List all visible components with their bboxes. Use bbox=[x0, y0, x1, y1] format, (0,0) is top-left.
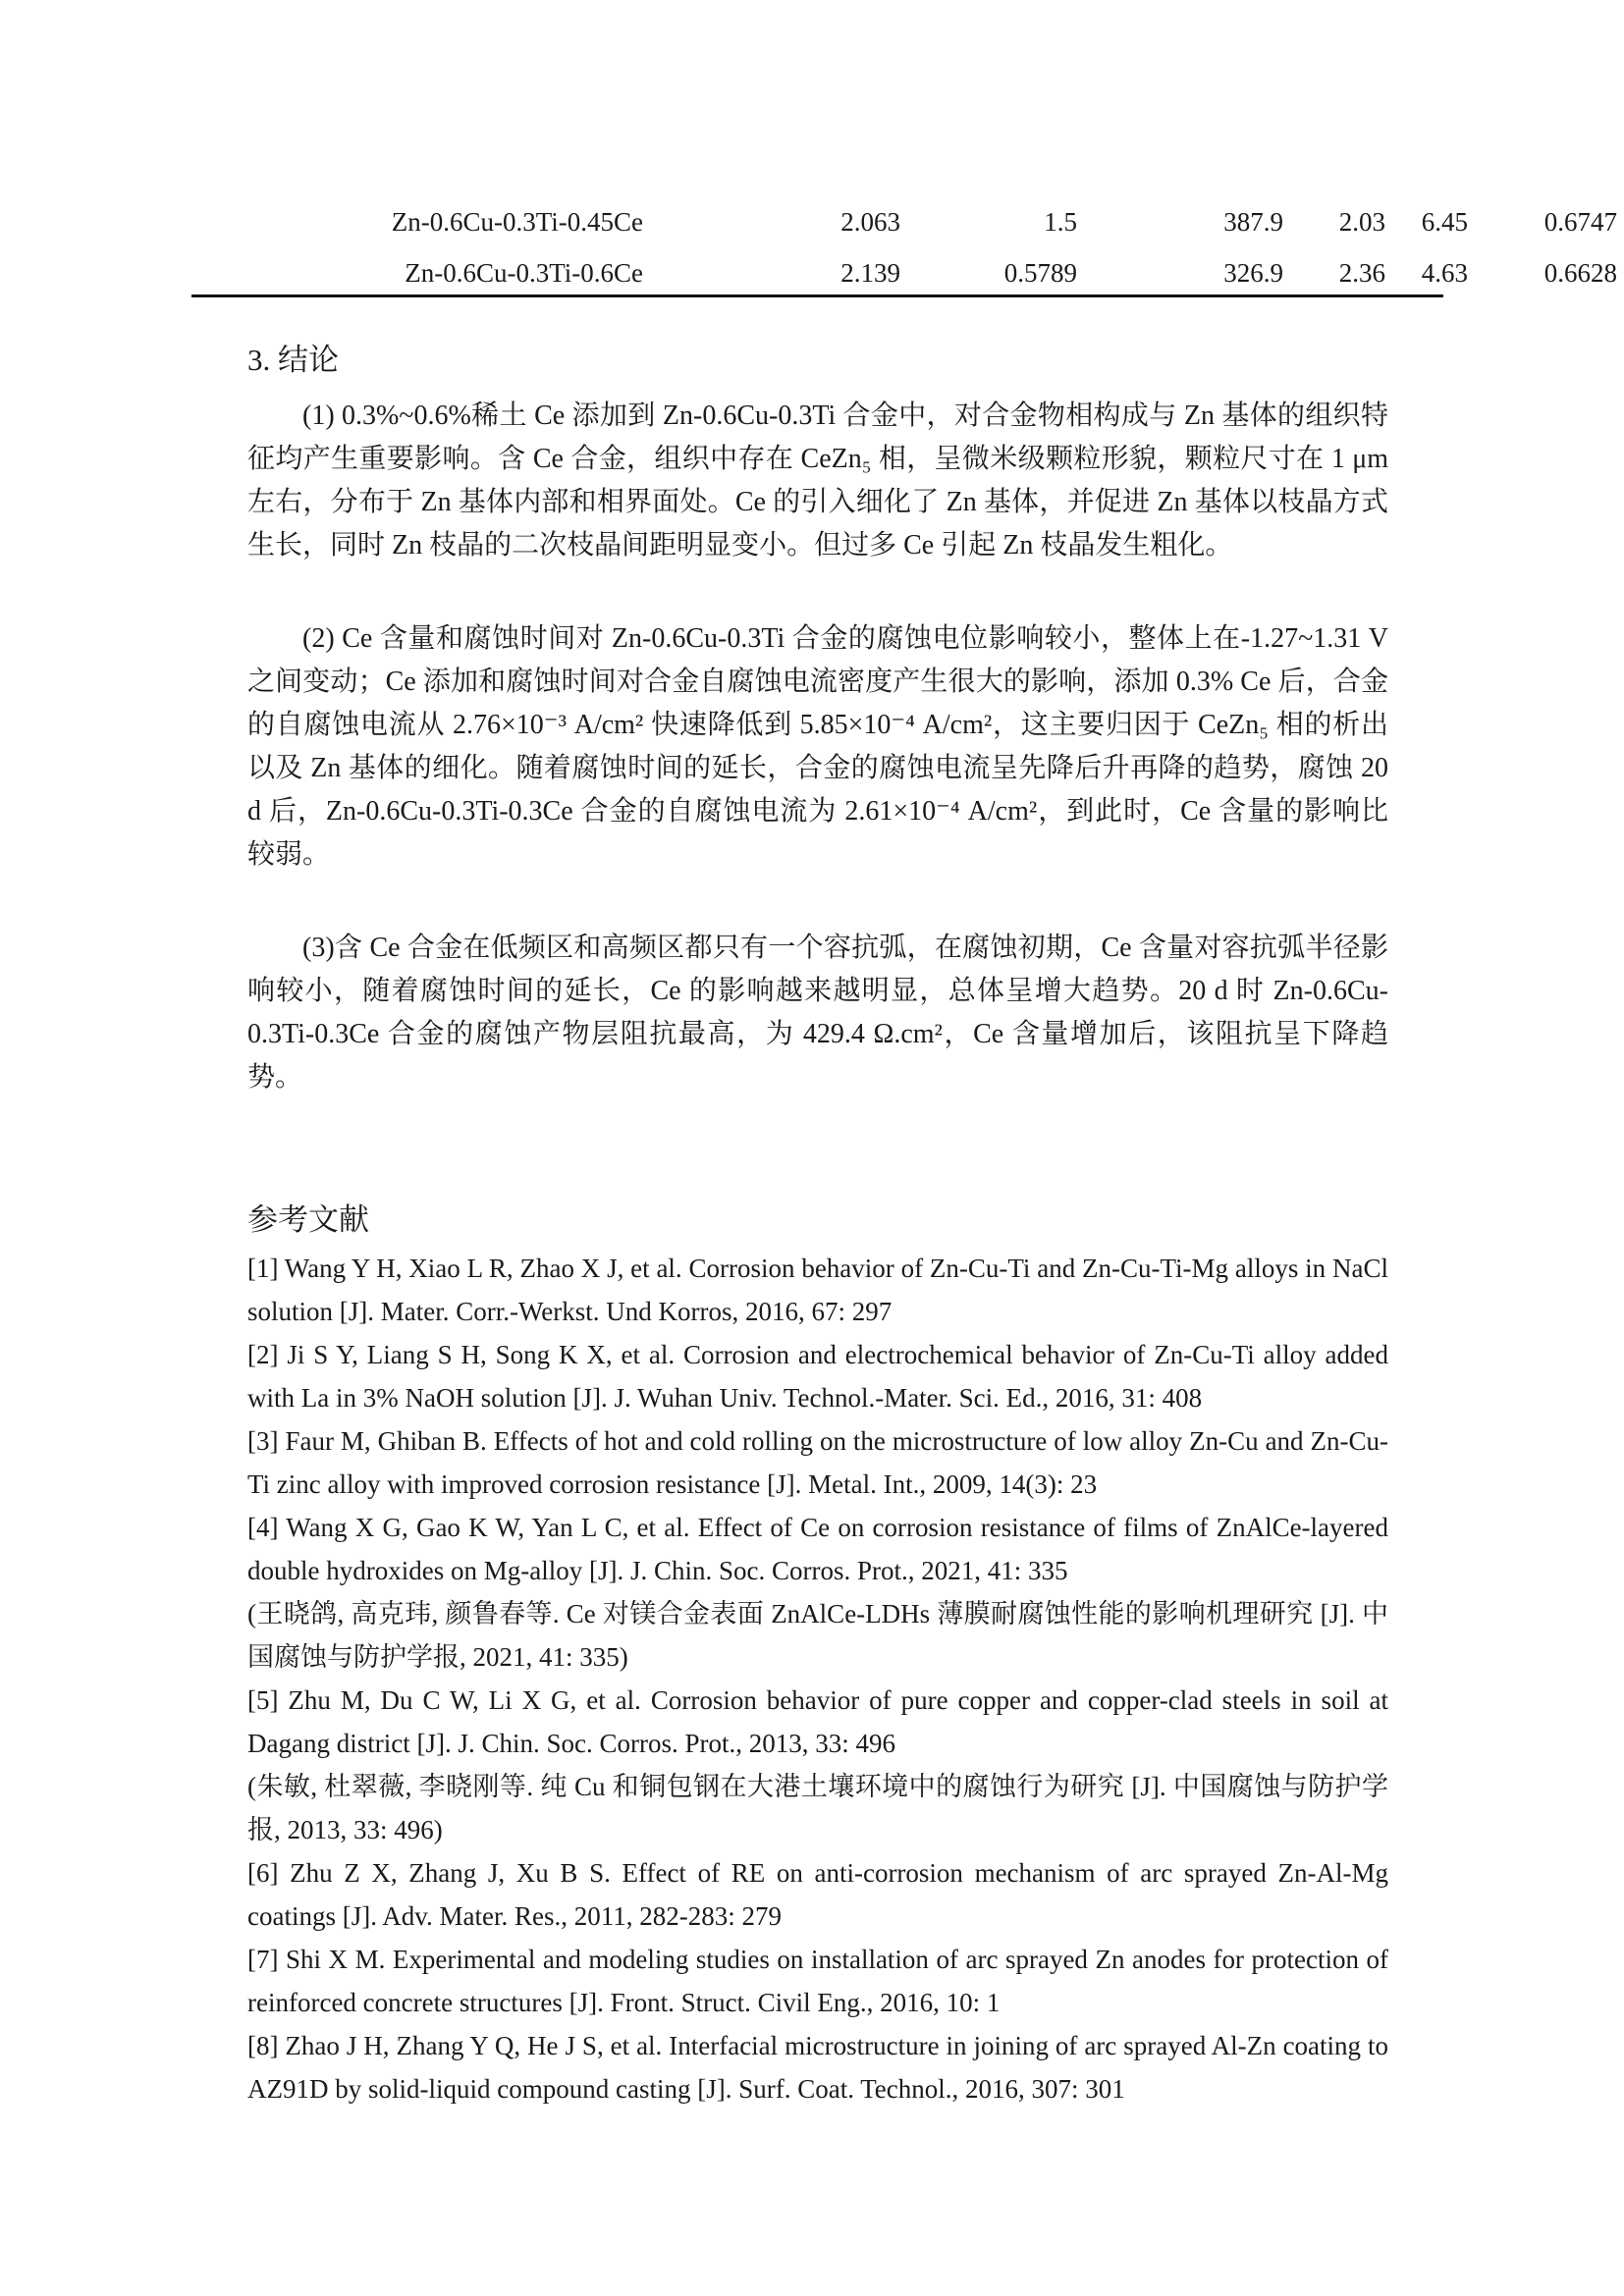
reference-item: [7] Shi X M. Experimental and modeling studies on installation of arc sprayed Zn anodes for protection of reinforced concrete structures [J]. Front. Struct. Civil Eng., 2016, 10: 1 bbox=[247, 1945, 1388, 2017]
references-title: 参考文献 bbox=[247, 1202, 369, 1237]
conclusion-paragraph-2: (2) Ce 含量和腐蚀时间对 Zn-0.6Cu-0.3Ti 合金的腐蚀电位影响较小，整体上在-1.27~1.31 V 之间变动；Ce 添加和腐蚀时间对合金自腐蚀电流密度产生很大的影响，添加 0.3% Ce 后，合金的自腐蚀电流从 2.76×10⁻³ A/cm² 快速降低到 5.85×10⁻⁴ A/cm²，这主要归因于 CeZn₅ 相的析出以及 Zn 基体的细化。随着腐蚀时间的延长，合金的腐蚀电流呈先降后升再降的趋势，腐蚀 20 d 后，Zn-0.6Cu-0.3Ti-0.3Ce 合金的自腐蚀电流为 2.61×10⁻⁴ A/cm²，到此时，Ce 含量的影响比较弱。 bbox=[247, 623, 1388, 870]
table-row bbox=[191, 247, 1617, 298]
table-cell: 2.139 bbox=[840, 258, 900, 288]
reference-item: [5] Zhu M, Du C W, Li X G, et al. Corrosion behavior of pure copper and copper-clad steels in soil at Dagang district [J]. J. Chin. Soc. Corros. Prot., 2013, 33: 496 bbox=[247, 1685, 1388, 1758]
table-cell: 0.6747 bbox=[1543, 207, 1617, 237]
table-cell: Zn-0.6Cu-0.3Ti-0.6Ce bbox=[405, 258, 643, 288]
table-cell: 0.6628 bbox=[1543, 258, 1617, 288]
table-cell: 4.63 bbox=[1421, 258, 1468, 288]
table-cell: 387.9 bbox=[1223, 207, 1283, 237]
reference-item: [3] Faur M, Ghiban B. Effects of hot and cold rolling on the microstructure of low alloy Zn-Cu and Zn-Cu-Ti zinc alloy with improved corrosion resistance [J]. Metal. Int., 2009, 14(3): 23 bbox=[247, 1426, 1388, 1499]
reference-item: [6] Zhu Z X, Zhang J, Xu B S. Effect of RE on anti-corrosion mechanism of arc sprayed Zn-Al-Mg coatings [J]. Adv. Mater. Res., 2011, 282-283: 279 bbox=[247, 1858, 1388, 1931]
table-cell: 326.9 bbox=[1223, 258, 1283, 288]
table-cell: Zn-0.6Cu-0.3Ti-0.45Ce bbox=[391, 207, 643, 237]
table-cell: 2.03 bbox=[1338, 207, 1385, 237]
conclusion-paragraph-1: (1) 0.3%~0.6%稀土 Ce 添加到 Zn-0.6Cu-0.3Ti 合金中，对合金物相构成与 Zn 基体的组织特征均产生重要影响。含 Ce 合金，组织中存在 CeZn₅ 相，呈微米级颗粒形貌，颗粒尺寸在 1 μm 左右，分布于 Zn 基体内部和相界面处。Ce 的引入细化了 Zn 基体，并促进 Zn 基体以枝晶方式生长，同时 Zn 枝晶的二次枝晶间距明显变小。但过多 Ce 引起 Zn 枝晶发生粗化。 bbox=[247, 400, 1388, 561]
table-cell: 6.45 bbox=[1421, 207, 1468, 237]
table-cell: 2.063 bbox=[840, 207, 900, 237]
table-bottom-rule bbox=[191, 294, 1443, 297]
reference-list bbox=[247, 1247, 1388, 2110]
reference-item: [2] Ji S Y, Liang S H, Song K X, et al. Corrosion and electrochemical behavior of Zn-Cu-Ti alloy added with La in 3% NaOH solution [J]. J. Wuhan Univ. Technol.-Mater. Sci. Ed., 2016, 31: 408 bbox=[247, 1340, 1388, 1413]
reference-item: [8] Zhao J H, Zhang Y Q, He J S, et al. Interfacial microstructure in joining of arc sprayed Al-Zn coating to AZ91D by solid-liquid compound casting [J]. Surf. Coat. Technol., 2016, 307: 301 bbox=[247, 2031, 1388, 2104]
table-cell: 0.5789 bbox=[1003, 258, 1077, 288]
table-cell: 1.5 bbox=[1044, 207, 1077, 237]
reference-item: [4] Wang X G, Gao K W, Yan L C, et al. Effect of Ce on corrosion resistance of films of ZnAlCe-layered double hydroxides on Mg-alloy [J]. J. Chin. Soc. Corros. Prot., 2021, 41: 335 bbox=[247, 1513, 1388, 1585]
reference-item: (朱敏, 杜翠薇, 李晓刚等. 纯 Cu 和铜包钢在大港土壤环境中的腐蚀行为研究 [J]. 中国腐蚀与防护学报, 2013, 33: 496) bbox=[247, 1772, 1388, 1844]
table-cell: 2.36 bbox=[1338, 258, 1385, 288]
table-row bbox=[191, 196, 1617, 247]
results-table bbox=[191, 196, 1617, 298]
reference-item: [1] Wang Y H, Xiao L R, Zhao X J, et al. Corrosion behavior of Zn-Cu-Ti and Zn-Cu-Ti-Mg alloys in NaCl solution [J]. Mater. Corr.-Werkst. Und Korros, 2016, 67: 297 bbox=[247, 1254, 1388, 1326]
reference-item: (王晓鸽, 高克玮, 颜鲁春等. Ce 对镁合金表面 ZnAlCe-LDHs 薄膜耐腐蚀性能的影响机理研究 [J]. 中国腐蚀与防护学报, 2021, 41: 335) bbox=[247, 1599, 1388, 1672]
conclusion-paragraph-3: (3)含 Ce 合金在低频区和高频区都只有一个容抗弧，在腐蚀初期，Ce 含量对容抗弧半径影响较小，随着腐蚀时间的延长，Ce 的影响越来越明显，总体呈增大趋势。20 d 时 Zn-0.6Cu-0.3Ti-0.3Ce 合金的腐蚀产物层阻抗最高，为 429.4 Ω.cm²，Ce 含量增加后，该阻抗呈下降趋势。 bbox=[247, 933, 1388, 1093]
section-title: 3. 结论 bbox=[247, 343, 339, 377]
